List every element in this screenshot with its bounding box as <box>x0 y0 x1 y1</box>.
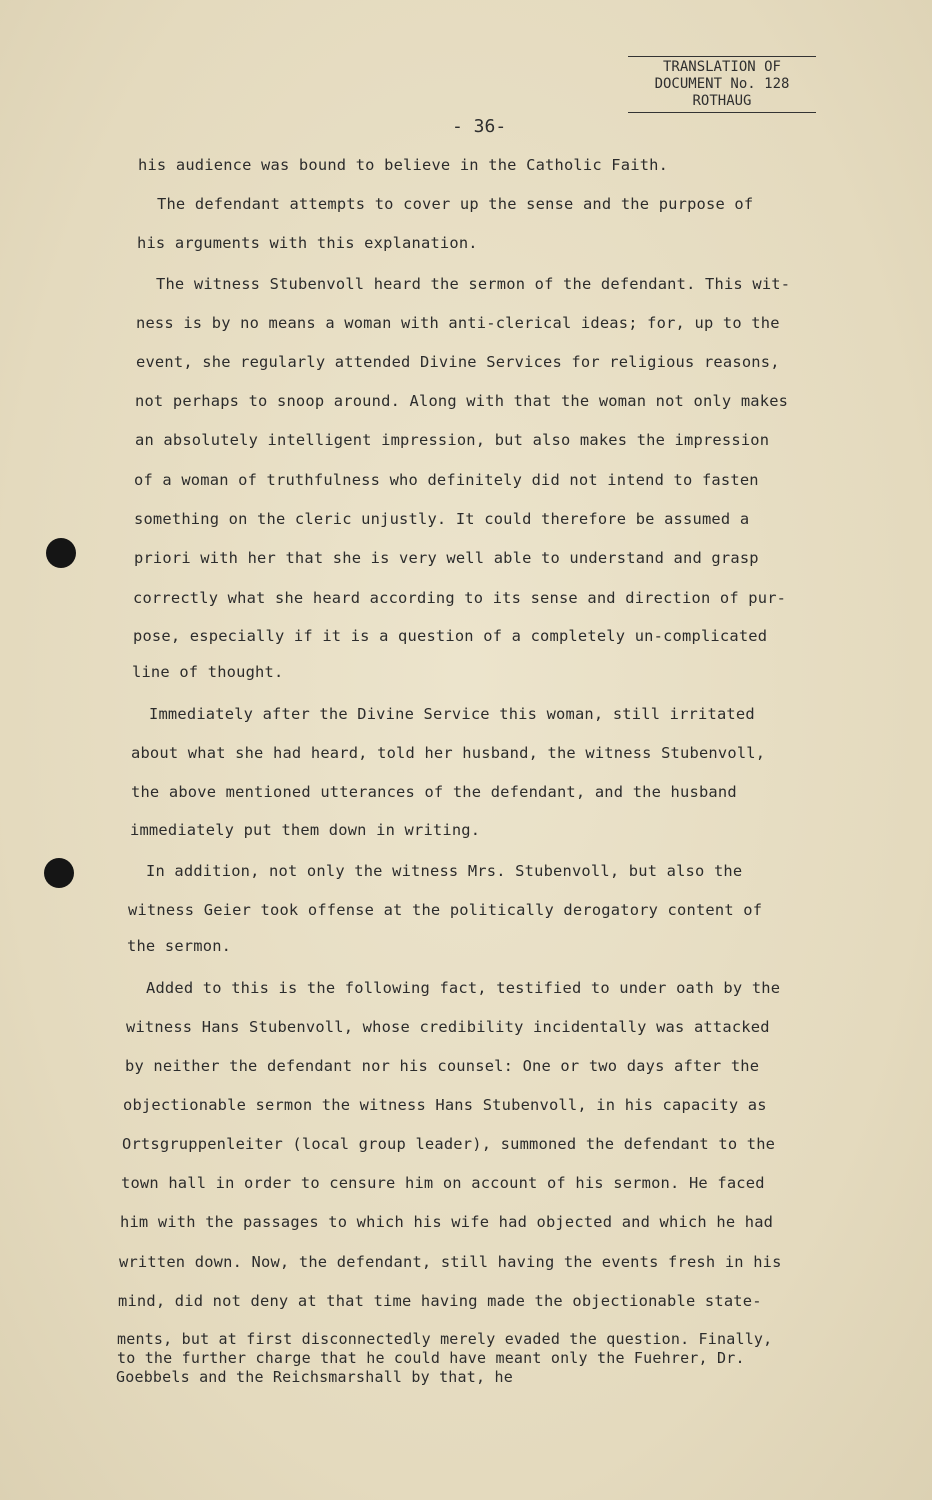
text-line: event, she regularly attended Divine Services for religious reasons, <box>136 353 780 371</box>
text-line: In addition, not only the witness Mrs. Stubenvoll, but also the <box>146 862 743 880</box>
case-name: ROTHAUG <box>692 93 752 109</box>
text-line: an absolutely intelligent impression, but also makes the impression <box>135 431 770 449</box>
text-line: line of thought. <box>132 663 284 681</box>
text-line: Ortsgruppenleiter (local group leader), summoned the defendant to the <box>122 1135 776 1153</box>
text-line: immediately put them down in writing. <box>130 821 481 839</box>
header-rule <box>628 56 816 57</box>
text-line: The witness Stubenvoll heard the sermon of the defendant. This wit- <box>156 275 791 293</box>
text-line: The defendant attempts to cover up the sense and the purpose of <box>157 195 754 213</box>
text-line: of a woman of truthfulness who definitely did not intend to fasten <box>134 471 759 489</box>
text-line: Goebbels and the Reichsmarshall by that, he <box>116 1368 513 1386</box>
text-line: pose, especially if it is a question of a completely un-complicated <box>133 627 768 645</box>
text-line: the above mentioned utterances of the defendant, and the husband <box>131 783 737 801</box>
text-line: his audience was bound to believe in the Catholic Faith. <box>138 156 669 174</box>
text-line: something on the cleric unjustly. It could therefore be assumed a <box>134 510 750 528</box>
text-line: Added to this is the following fact, testified to under oath by the <box>146 979 781 997</box>
punch-hole <box>44 858 74 888</box>
text-line: mind, did not deny at that time having made the objectionable state- <box>118 1292 762 1310</box>
text-line: ments, but at first disconnectedly merely evaded the question. Finally, <box>117 1330 773 1348</box>
text-line: written down. Now, the defendant, still having the events fresh in his <box>119 1253 782 1271</box>
document-number: DOCUMENT No. 128 <box>654 76 790 92</box>
header-rule <box>628 112 816 113</box>
punch-hole <box>46 538 76 568</box>
translation-label: TRANSLATION OF <box>662 59 781 75</box>
text-line: by neither the defendant nor his counsel: One or two days after the <box>125 1057 760 1075</box>
text-line: to the further charge that he could have meant only the Fuehrer, Dr. <box>117 1349 745 1367</box>
text-line: witness Hans Stubenvoll, whose credibility incidentally was attacked <box>126 1018 770 1036</box>
text-line: about what she had heard, told her husband, the witness Stubenvoll, <box>131 744 766 762</box>
text-line: Immediately after the Divine Service this woman, still irritated <box>149 705 755 723</box>
page-number: - 36- <box>452 116 507 137</box>
text-line: ness is by no means a woman with anti-clerical ideas; for, up to the <box>136 314 780 332</box>
text-line: the sermon. <box>127 937 232 955</box>
translation-header <box>628 56 816 113</box>
text-line: witness Geier took offense at the politically derogatory content of <box>128 901 763 919</box>
text-line: town hall in order to censure him on account of his sermon. He faced <box>121 1174 765 1192</box>
text-line: correctly what she heard according to its sense and direction of pur- <box>133 589 787 607</box>
text-line: priori with her that she is very well able to understand and grasp <box>134 549 759 567</box>
text-line: objectionable sermon the witness Hans Stubenvoll, in his capacity as <box>123 1096 767 1114</box>
text-line: his arguments with this explanation. <box>137 234 478 252</box>
text-line: him with the passages to which his wife had objected and which he had <box>120 1213 774 1231</box>
text-line: not perhaps to snoop around. Along with that the woman not only makes <box>135 392 789 410</box>
